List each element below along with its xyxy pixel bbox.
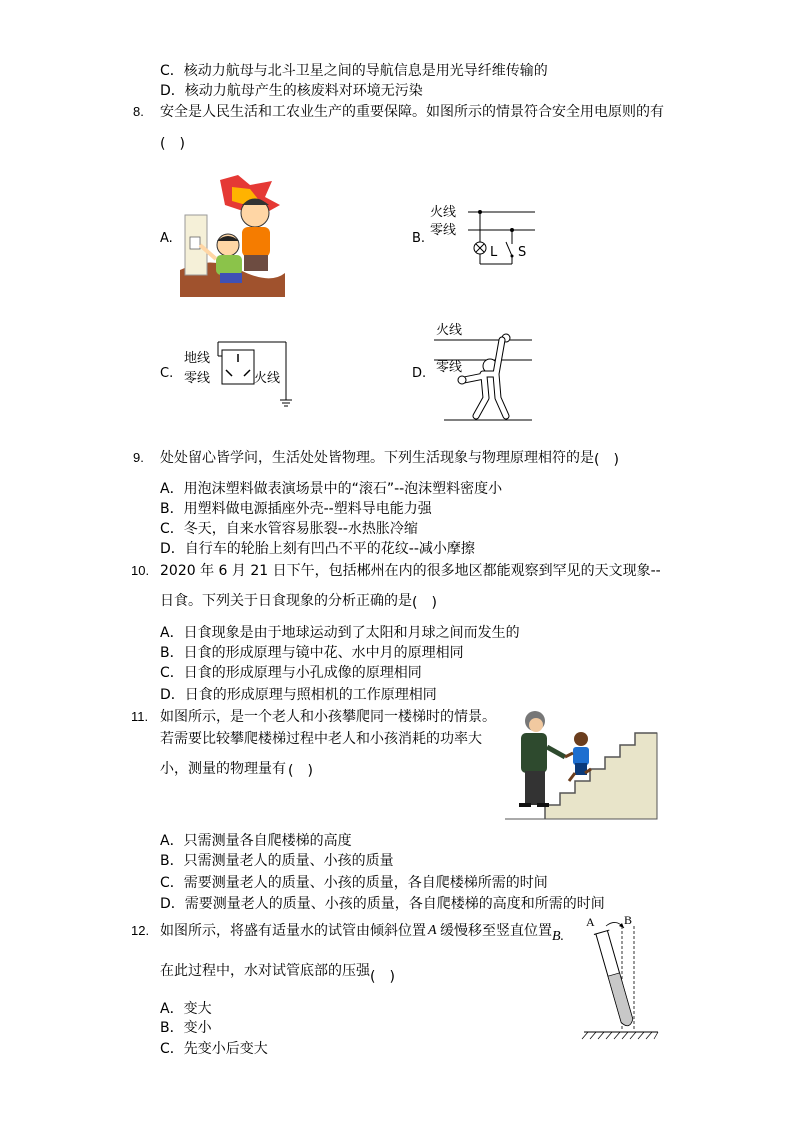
q7-option-c: C．核动力航母与北斗卫星之间的导航信息是用光导纤维传输的 xyxy=(160,63,548,79)
fig-c-neutral-label: 零线 xyxy=(184,371,211,386)
q10-number: 10. xyxy=(131,563,150,578)
fig-c-ground-label: 地线 xyxy=(184,351,211,366)
q11-option-c: C．需要测量老人的质量、小孩的质量，各自爬楼梯所需的时间 xyxy=(160,875,548,891)
q9-option-a: A．用泡沫塑料做表演场景中的“滚石”--泡沫塑料密度小 xyxy=(160,481,503,497)
q11-number: 11. xyxy=(131,709,149,724)
fig-b-lamp-label: L xyxy=(490,245,498,260)
q8-stem: 安全是人民生活和工农业生产的重要保障。如图所示的情景符合安全用电原则的有 xyxy=(160,104,664,120)
q9-blank: ( ) xyxy=(594,452,619,468)
q8-label-c: C. xyxy=(160,366,174,381)
q10-stem-line1: 2020 年 6 月 21 日下午，包括郴州在内的很多地区都能观察到罕见的天文现象-- xyxy=(160,563,661,579)
q12-blank: ( ) xyxy=(370,969,395,985)
q11-option-a: A．只需测量各自爬楼梯的高度 xyxy=(160,833,352,849)
fig-b-neutral-label: 零线 xyxy=(430,223,457,238)
q11-option-d: D．需要测量老人的质量、小孩的质量，各自爬楼梯的高度和所需的时间 xyxy=(160,896,605,912)
q12-option-b: B．变小 xyxy=(160,1020,212,1036)
fig-b-switch-label: S xyxy=(518,245,527,260)
q8-figure-a xyxy=(180,175,285,297)
q12-figure-test-tube xyxy=(578,914,660,1042)
q12-position-a: A xyxy=(428,923,437,938)
q8-number: 8. xyxy=(133,104,144,119)
q9-stem: 处处留心皆学问，生活处处皆物理。下列生活现象与物理原理相符的是 xyxy=(160,450,594,466)
q11-blank: ( ) xyxy=(288,763,313,779)
q12-number: 12. xyxy=(131,923,150,938)
q12-stem-part1: 如图所示，将盛有适量水的试管由倾斜位置 xyxy=(160,923,426,939)
q11-stem-line3: 小，测量的物理量有 xyxy=(160,761,286,777)
q9-option-c: C．冬天，自来水管容易胀裂--水热胀冷缩 xyxy=(160,521,418,537)
q9-option-b: B．用塑料做电源插座外壳--塑料导电能力强 xyxy=(160,501,432,517)
q12-fig-label-a: A xyxy=(586,915,595,929)
q9-number: 9. xyxy=(133,450,144,465)
q8-label-a: A. xyxy=(160,231,173,246)
q8-label-d: D. xyxy=(412,366,427,381)
q10-option-c: C．日食的形成原理与小孔成像的原理相同 xyxy=(160,665,422,681)
q10-option-d: D．日食的形成原理与照相机的工作原理相同 xyxy=(160,687,437,703)
q8-figure-d-person xyxy=(434,318,534,424)
q12-stem-line2: 在此过程中，水对试管底部的压强 xyxy=(160,963,370,979)
q8-figure-c-socket xyxy=(182,338,297,408)
fig-d-neutral-label: 零线 xyxy=(436,360,463,375)
fig-c-live-label: 火线 xyxy=(254,371,281,386)
q12-fig-label-b: B xyxy=(624,913,633,927)
q12-option-c: C．先变小后变大 xyxy=(160,1041,268,1057)
q8-blank: ( ) xyxy=(160,136,185,152)
q8-figure-b-circuit xyxy=(430,200,540,270)
q9-option-d: D．自行车的轮胎上刻有凹凸不平的花纹--减小摩擦 xyxy=(160,541,475,557)
q8-label-b: B. xyxy=(412,231,426,246)
q11-option-b: B．只需测量老人的质量、小孩的质量 xyxy=(160,853,394,869)
q11-stem-line2: 若需要比较攀爬楼梯过程中老人和小孩消耗的功率大 xyxy=(160,731,482,747)
q10-stem-line2: 日食。下列关于日食现象的分析正确的是 xyxy=(160,593,412,609)
q10-blank: ( ) xyxy=(412,595,437,611)
fig-d-live-label: 火线 xyxy=(436,323,463,338)
q10-option-a: A．日食现象是由于地球运动到了太阳和月球之间而发生的 xyxy=(160,625,520,641)
fig-b-live-label: 火线 xyxy=(430,205,457,220)
q10-option-b: B．日食的形成原理与镜中花、水中月的原理相同 xyxy=(160,645,464,661)
q12-position-b: B. xyxy=(552,929,565,944)
q12-option-a: A．变大 xyxy=(160,1001,212,1017)
q11-stem-line1: 如图所示，是一个老人和小孩攀爬同一楼梯时的情景。 xyxy=(160,709,496,725)
q11-figure-stairs xyxy=(505,707,660,822)
q12-stem-part2: 缓慢移至竖直位置 xyxy=(440,923,552,939)
q7-option-d: D．核动力航母产生的核废料对环境无污染 xyxy=(160,83,423,99)
